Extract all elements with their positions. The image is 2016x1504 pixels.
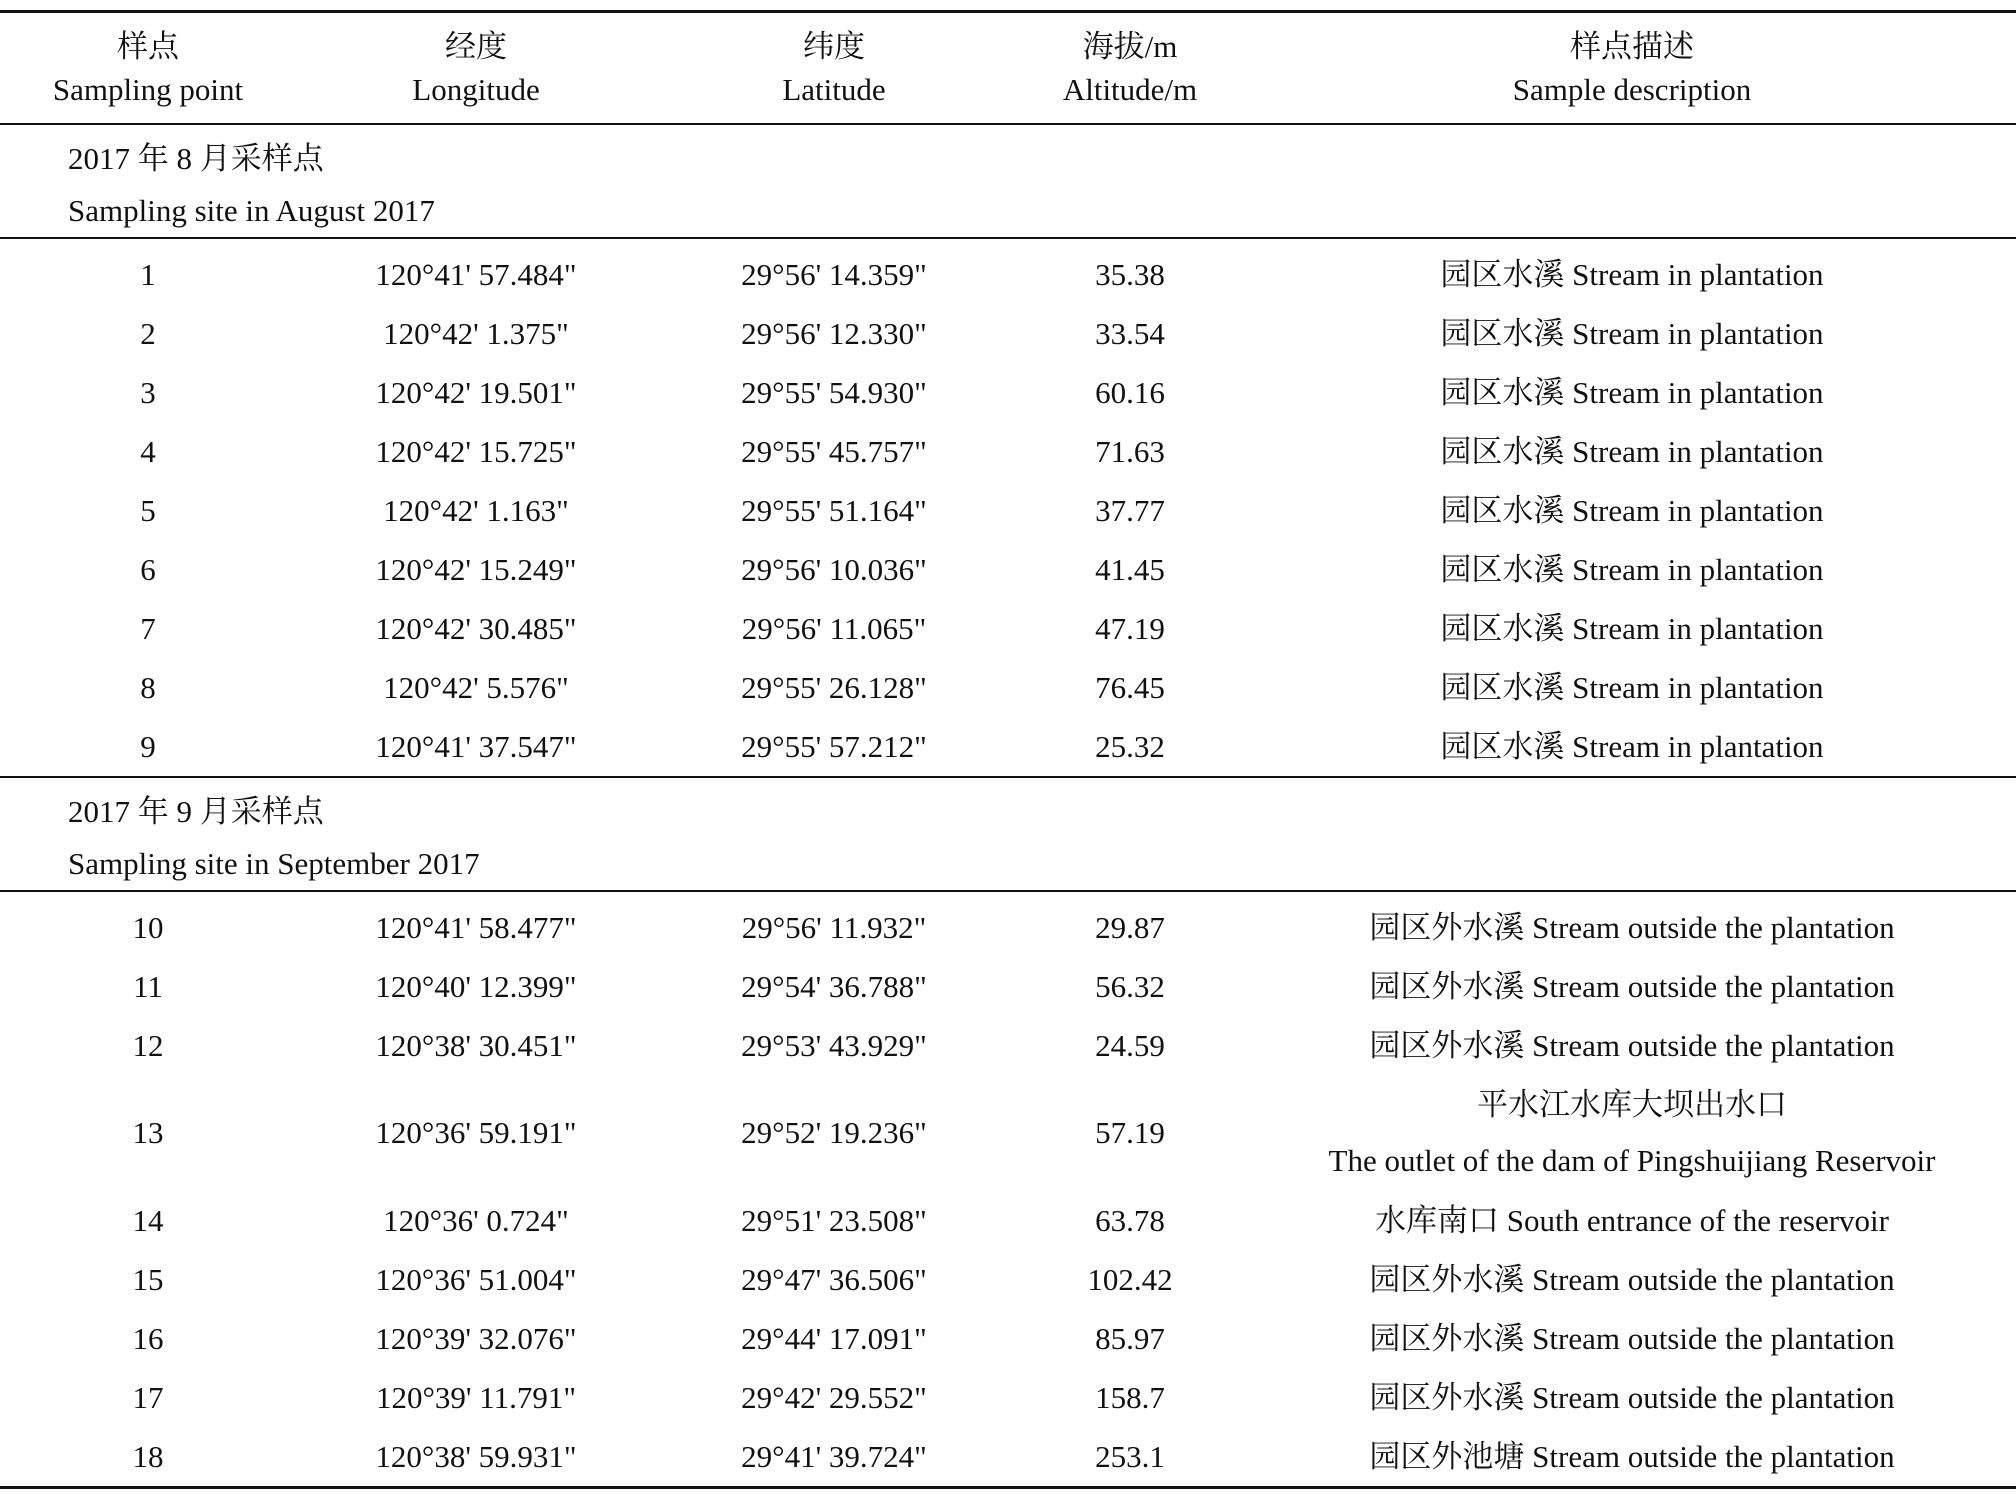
cell-altitude: 25.32: [1012, 717, 1248, 777]
header-sampling-point-zh: 样点: [0, 12, 296, 69]
cell-altitude: 41.45: [1095, 551, 1165, 587]
cell-latitude: 29°51' 23.508": [741, 1202, 927, 1238]
table-row: [0, 1016, 2016, 1075]
cell-longitude: 120°36' 51.004": [375, 1261, 577, 1297]
cell-latitude: 29°41' 39.724": [656, 1427, 1012, 1488]
cell-altitude: 71.63: [1095, 433, 1165, 469]
cell-latitude: 29°42' 29.552": [741, 1379, 927, 1415]
cell-altitude: 47.19: [1095, 610, 1165, 646]
cell-description: 园区外水溪 Stream outside the plantation: [1369, 1379, 1895, 1415]
cell-point: 13: [132, 1115, 164, 1150]
cell-altitude: 60.16: [1095, 374, 1165, 410]
table-row: [0, 1250, 2016, 1309]
cell-altitude: 24.59: [1095, 1027, 1165, 1063]
cell-altitude: 35.38: [1095, 256, 1165, 292]
cell-description-en: The outlet of the dam of Pingshuijiang Reservoir: [1328, 1143, 1936, 1178]
cell-description: 园区水溪 Stream in plantation: [1440, 610, 1824, 646]
table-row: [0, 1075, 2016, 1191]
table-row: [0, 363, 2016, 422]
group-title-row: [0, 124, 2016, 185]
header-sampling-point-en: Sampling point: [0, 68, 296, 124]
cell-latitude: 29°55' 45.757": [741, 433, 927, 469]
cell-point: 14: [132, 1202, 164, 1238]
cell-description: 园区外水溪 Stream outside the plantation: [1369, 909, 1895, 945]
cell-latitude: 29°56' 12.330": [741, 315, 927, 351]
cell-point: 1: [140, 256, 156, 292]
cell-longitude: 120°42' 19.501": [375, 374, 577, 410]
cell-altitude: 29.87: [1095, 909, 1165, 945]
table-row: [0, 481, 2016, 540]
cell-latitude: 29°47' 36.506": [741, 1261, 927, 1297]
header-latitude-zh: 纬度: [656, 12, 1012, 69]
header-longitude-zh: 经度: [296, 12, 656, 69]
group-title-zh: 2017 年 8 月采样点: [68, 141, 324, 176]
group-title-row: [0, 777, 2016, 838]
group-title-row: [0, 185, 2016, 238]
table-row: [0, 1191, 2016, 1250]
cell-latitude: 29°52' 19.236": [741, 1115, 927, 1150]
group-title-row: [0, 838, 2016, 891]
cell-latitude: 29°53' 43.929": [741, 1027, 927, 1063]
cell-latitude: 29°56' 11.932": [741, 909, 927, 945]
cell-description: 园区水溪 Stream in plantation: [1440, 256, 1824, 292]
cell-altitude: 37.77: [1095, 492, 1165, 528]
cell-point: 18: [0, 1427, 296, 1488]
group-title-en: Sampling site in August 2017: [0, 185, 2016, 238]
cell-point: 15: [132, 1261, 164, 1297]
cell-longitude: 120°41' 58.477": [375, 909, 577, 945]
group-title-en: Sampling site in September 2017: [0, 838, 2016, 891]
cell-latitude: 29°44' 17.091": [741, 1320, 927, 1356]
cell-longitude: 120°39' 32.076": [375, 1320, 577, 1356]
header-description-en: Sample description: [1248, 68, 2016, 124]
cell-point: 17: [132, 1379, 164, 1415]
cell-description: 园区外水溪 Stream outside the plantation: [1369, 1320, 1895, 1356]
table-row: [0, 717, 2016, 777]
cell-description: 园区外水溪 Stream outside the plantation: [1369, 1027, 1895, 1063]
cell-point: 9: [0, 717, 296, 777]
table-container: [0, 10, 2016, 1489]
cell-latitude: 29°55' 54.930": [741, 374, 927, 410]
cell-longitude: 120°36' 59.191": [375, 1115, 577, 1150]
cell-latitude: 29°56' 14.359": [741, 256, 927, 292]
table-row: [0, 304, 2016, 363]
table-header: [0, 12, 2016, 125]
header-altitude-en: Altitude/m: [1012, 68, 1248, 124]
table-row: [0, 1427, 2016, 1488]
table-row: [0, 957, 2016, 1016]
cell-description: 园区水溪 Stream in plantation: [1440, 433, 1824, 469]
cell-longitude: 120°38' 30.451": [375, 1027, 577, 1063]
cell-longitude: 120°40' 12.399": [375, 968, 577, 1004]
cell-longitude: 120°42' 15.249": [375, 551, 577, 587]
cell-description: 园区外水溪 Stream outside the plantation: [1369, 1261, 1895, 1297]
cell-description: [1248, 1075, 2016, 1191]
cell-altitude: 85.97: [1095, 1320, 1165, 1356]
cell-longitude: 120°41' 37.547": [296, 717, 656, 777]
header-row-zh: [0, 12, 2016, 69]
table-row: [0, 422, 2016, 481]
table-row: [0, 238, 2016, 304]
cell-latitude: 29°56' 10.036": [741, 551, 927, 587]
cell-altitude: 63.78: [1095, 1202, 1165, 1238]
cell-point: 4: [140, 433, 156, 469]
cell-point: 8: [140, 669, 156, 705]
cell-description-zh: 平水江水库大坝出水口: [1477, 1087, 1787, 1122]
cell-description: 园区水溪 Stream in plantation: [1248, 717, 2016, 777]
cell-longitude: 120°36' 0.724": [383, 1202, 569, 1238]
table-row: [0, 891, 2016, 957]
cell-altitude: 33.54: [1095, 315, 1165, 351]
cell-point: 2: [140, 315, 156, 351]
cell-description: 园区水溪 Stream in plantation: [1440, 669, 1824, 705]
table-row: [0, 599, 2016, 658]
header-description-zh: 样点描述: [1248, 12, 2016, 69]
cell-altitude: 102.42: [1087, 1261, 1173, 1297]
group-title-zh: 2017 年 9 月采样点: [68, 794, 324, 829]
cell-description: 园区水溪 Stream in plantation: [1440, 374, 1824, 410]
cell-description: 水库南口 South entrance of the reservoir: [1375, 1202, 1889, 1238]
header-latitude-en: Latitude: [656, 68, 1012, 124]
cell-point: 16: [132, 1320, 164, 1356]
cell-latitude: 29°55' 26.128": [741, 669, 927, 705]
sampling-sites-table: [0, 10, 2016, 1489]
cell-altitude: 57.19: [1095, 1115, 1165, 1150]
cell-point: 3: [140, 374, 156, 410]
cell-longitude: 120°42' 30.485": [375, 610, 577, 646]
header-row-en: [0, 68, 2016, 124]
table-row: [0, 1368, 2016, 1427]
cell-latitude: 29°55' 51.164": [741, 492, 927, 528]
header-longitude-en: Longitude: [296, 68, 656, 124]
cell-longitude: 120°42' 1.375": [383, 315, 569, 351]
cell-latitude: 29°54' 36.788": [741, 968, 927, 1004]
header-altitude-zh: 海拔/m: [1012, 12, 1248, 69]
cell-point: 12: [132, 1027, 164, 1063]
cell-description: 园区水溪 Stream in plantation: [1440, 315, 1824, 351]
group-september: [0, 777, 2016, 1488]
cell-latitude: 29°55' 57.212": [656, 717, 1012, 777]
table-row: [0, 658, 2016, 717]
cell-description: 园区外池塘 Stream outside the plantation: [1248, 1427, 2016, 1488]
cell-description: 园区外水溪 Stream outside the plantation: [1369, 968, 1895, 1004]
cell-longitude: 120°42' 1.163": [383, 492, 569, 528]
cell-description: 园区水溪 Stream in plantation: [1440, 551, 1824, 587]
table-row: [0, 1309, 2016, 1368]
cell-altitude: 76.45: [1095, 669, 1165, 705]
cell-altitude: 253.1: [1012, 1427, 1248, 1488]
cell-altitude: 56.32: [1095, 968, 1165, 1004]
cell-latitude: 29°56' 11.065": [741, 610, 927, 646]
cell-longitude: 120°39' 11.791": [376, 1379, 576, 1415]
group-august: [0, 124, 2016, 777]
table-row: [0, 540, 2016, 599]
cell-point: 6: [140, 551, 156, 587]
cell-point: 10: [132, 909, 164, 945]
cell-longitude: 120°41' 57.484": [375, 256, 577, 292]
cell-longitude: 120°38' 59.931": [296, 1427, 656, 1488]
cell-longitude: 120°42' 5.576": [383, 669, 569, 705]
cell-description: 园区水溪 Stream in plantation: [1440, 492, 1824, 528]
cell-longitude: 120°42' 15.725": [375, 433, 577, 469]
cell-point: 11: [133, 968, 163, 1004]
cell-point: 5: [140, 492, 156, 528]
cell-point: 7: [140, 610, 156, 646]
cell-altitude: 158.7: [1095, 1379, 1165, 1415]
